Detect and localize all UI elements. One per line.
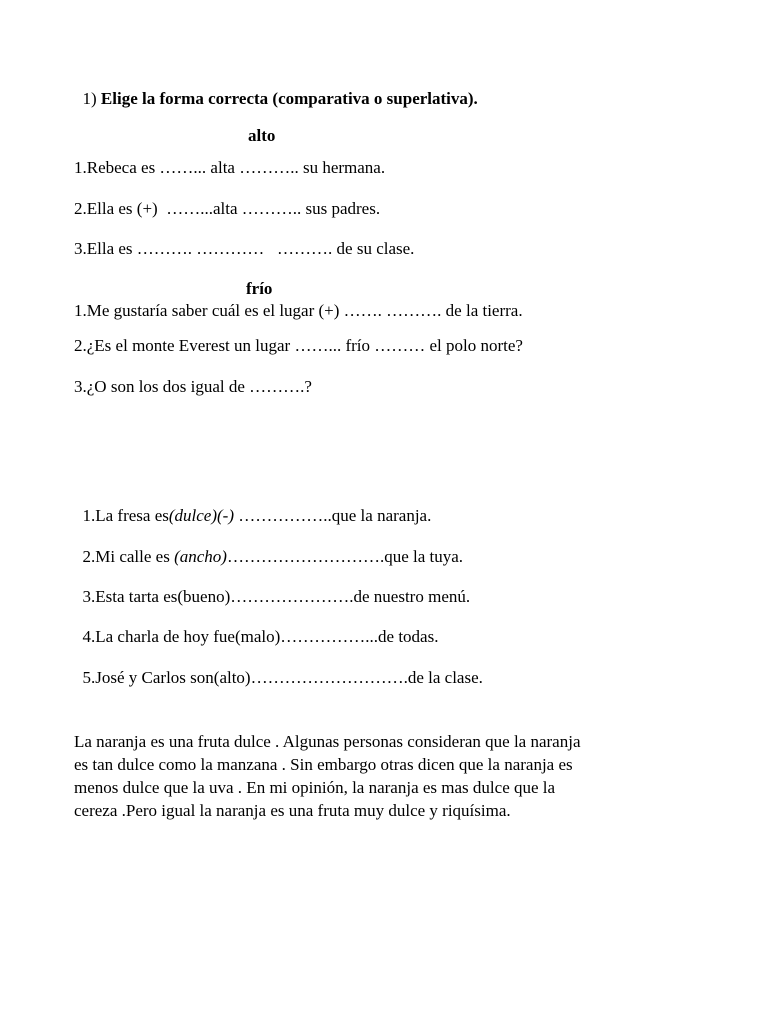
alto-item-2: 2.Ella es (+) ……...alta ……….. sus padres.	[74, 199, 381, 218]
section-heading-frio: frío	[246, 279, 273, 298]
exercise-title	[74, 73, 478, 107]
fill-item-5	[74, 652, 483, 686]
fill-item-1-pre: 1.La fresa es	[82, 506, 169, 525]
fill-item-4-pre: 4.La charla de hoy fue(malo)	[82, 627, 281, 646]
frio-item-3: 3.¿O son los dos igual de ……….?	[74, 377, 312, 396]
fill-item-3	[74, 571, 470, 605]
alto-item-1: 1.Rebeca es ……... alta ……….. su hermana.	[74, 158, 386, 177]
fill-item-4-post: ……………...de todas.	[280, 627, 439, 646]
fill-item-2-pre: 2.Mi calle es	[82, 547, 175, 566]
reading-paragraph	[74, 730, 714, 822]
fill-item-3-post: ………………….de nuestro menú.	[230, 587, 471, 606]
fill-item-1	[74, 490, 431, 524]
fill-item-4	[74, 611, 438, 645]
fill-item-3-pre: 3.Esta tarta es(bueno)	[82, 587, 231, 606]
fill-item-5-pre: 5.José y Carlos son(alto)	[82, 668, 251, 687]
exercise-instruction: Elige la forma correcta (comparativa o superlativa).	[100, 89, 478, 108]
paragraph-line-2: es tan dulce como la manzana . Sin embargo otras dicen que la naranja es	[74, 755, 573, 774]
paragraph-line-3: menos dulce que la uva . En mi opinión, la naranja es mas dulce que la	[74, 778, 556, 797]
fill-item-2-post: ……………………….que la tuya.	[226, 547, 464, 566]
paragraph-line-1: La naranja es una fruta dulce . Algunas personas consideran que la naranja	[74, 732, 581, 751]
fill-item-1-post: ……………..que la naranja.	[234, 506, 432, 525]
fill-item-2	[74, 531, 463, 565]
frio-item-2: 2.¿Es el monte Everest un lugar ……... frío ……… el polo norte?	[74, 336, 523, 355]
fill-item-1-hint: (dulce)(-)	[168, 506, 234, 525]
paragraph-line-4: cereza .Pero igual la naranja es una fruta muy dulce y riquísima.	[74, 801, 511, 820]
exercise-number: 1)	[82, 89, 101, 108]
section-heading-alto: alto	[248, 126, 276, 145]
frio-item-1: 1.Me gustaría saber cuál es el lugar (+) ……. ………. de la tierra.	[74, 301, 523, 320]
alto-item-3: 3.Ella es ………. ………… ………. de su clase.	[74, 239, 415, 258]
fill-item-2-hint: (ancho)	[174, 547, 227, 566]
fill-item-5-post: ……………………….de la clase.	[250, 668, 483, 687]
